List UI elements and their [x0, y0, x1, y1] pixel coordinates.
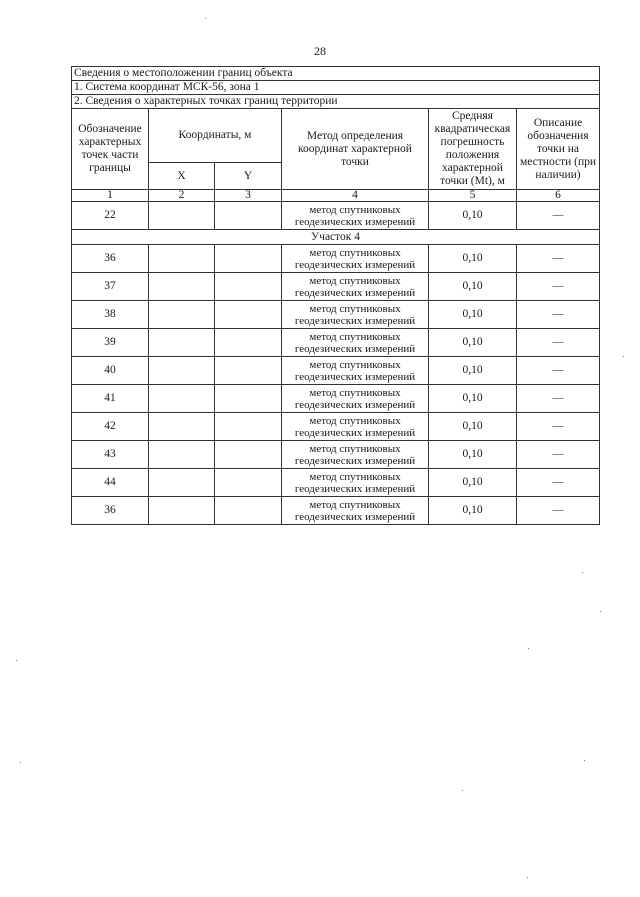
- scan-speck: [528, 648, 529, 649]
- column-numbers-row: [72, 190, 600, 202]
- method-cell: метод спутниковых геодезических измерений: [282, 301, 429, 329]
- x-cell: [149, 202, 215, 230]
- scan-speck: [600, 611, 601, 612]
- method-cell: метод спутниковых геодезических измерений: [282, 245, 429, 273]
- y-cell: [215, 329, 282, 357]
- description-cell: —: [517, 441, 600, 469]
- y-cell: [215, 469, 282, 497]
- scan-speck: [584, 760, 585, 761]
- y-cell: [215, 202, 282, 230]
- scan-speck: [527, 877, 528, 878]
- scan-speck: [20, 762, 21, 763]
- y-cell: [215, 413, 282, 441]
- accuracy-cell: 0,10: [429, 301, 517, 329]
- info-row: [72, 81, 600, 95]
- point-cell: 36: [72, 245, 149, 273]
- table-row: [72, 497, 600, 525]
- table-row: [72, 441, 600, 469]
- point-cell: 41: [72, 385, 149, 413]
- info-boundary-points: 2. Сведения о характерных точках границ территории: [72, 95, 600, 109]
- y-cell: [215, 497, 282, 525]
- description-cell: —: [517, 385, 600, 413]
- accuracy-cell: 0,10: [429, 469, 517, 497]
- header-coordinates: Координаты, м: [149, 109, 282, 163]
- table-row: [72, 329, 600, 357]
- info-row: [72, 95, 600, 109]
- x-cell: [149, 385, 215, 413]
- method-cell: метод спутниковых геодезических измерений: [282, 497, 429, 525]
- description-cell: —: [517, 329, 600, 357]
- info-row: [72, 67, 600, 81]
- method-cell: метод спутниковых геодезических измерений: [282, 441, 429, 469]
- method-cell: метод спутниковых геодезических измерений: [282, 469, 429, 497]
- header-x: X: [149, 163, 215, 190]
- description-cell: —: [517, 301, 600, 329]
- column-number: 4: [282, 190, 429, 202]
- header-y: Y: [215, 163, 282, 190]
- point-cell: 42: [72, 413, 149, 441]
- scan-speck: [623, 356, 624, 357]
- x-cell: [149, 273, 215, 301]
- accuracy-cell: 0,10: [429, 441, 517, 469]
- description-cell: —: [517, 497, 600, 525]
- scan-speck: [582, 572, 583, 573]
- description-cell: —: [517, 245, 600, 273]
- method-cell: метод спутниковых геодезических измерений: [282, 357, 429, 385]
- column-number: 3: [215, 190, 282, 202]
- column-number: 5: [429, 190, 517, 202]
- method-cell: метод спутниковых геодезических измерений: [282, 413, 429, 441]
- point-cell: 22: [72, 202, 149, 230]
- header-accuracy: Средняя квадратическая погрешность положения характерной точки (Mt), м: [429, 109, 517, 190]
- y-cell: [215, 357, 282, 385]
- accuracy-cell: 0,10: [429, 245, 517, 273]
- x-cell: [149, 301, 215, 329]
- table-row: [72, 385, 600, 413]
- table-row: [72, 273, 600, 301]
- x-cell: [149, 469, 215, 497]
- point-cell: 39: [72, 329, 149, 357]
- method-cell: метод спутниковых геодезических измерений: [282, 202, 429, 230]
- y-cell: [215, 385, 282, 413]
- header-point-designation: Обозначение характерных точек части границы: [72, 109, 149, 190]
- x-cell: [149, 357, 215, 385]
- y-cell: [215, 273, 282, 301]
- info-coordinate-system: 1. Система координат МСК-56, зона 1: [72, 81, 600, 95]
- table-row: [72, 357, 600, 385]
- page-number: 28: [314, 44, 326, 58]
- point-cell: 40: [72, 357, 149, 385]
- table-row: [72, 301, 600, 329]
- scan-speck: [16, 660, 17, 661]
- section-row: [72, 230, 600, 245]
- x-cell: [149, 497, 215, 525]
- column-number: 1: [72, 190, 149, 202]
- x-cell: [149, 413, 215, 441]
- point-cell: 38: [72, 301, 149, 329]
- table-row: [72, 202, 600, 230]
- table-row: [72, 469, 600, 497]
- scan-speck: [462, 790, 463, 791]
- description-cell: —: [517, 413, 600, 441]
- column-number: 6: [517, 190, 600, 202]
- table-row: [72, 413, 600, 441]
- y-cell: [215, 441, 282, 469]
- description-cell: —: [517, 273, 600, 301]
- header-row: [72, 109, 600, 163]
- header-method: Метод определения координат характерной точки: [282, 109, 429, 190]
- accuracy-cell: 0,10: [429, 329, 517, 357]
- scan-speck: [205, 18, 206, 19]
- x-cell: [149, 441, 215, 469]
- description-cell: —: [517, 469, 600, 497]
- accuracy-cell: 0,10: [429, 413, 517, 441]
- table-row: [72, 245, 600, 273]
- boundary-points-table: [71, 66, 600, 525]
- accuracy-cell: 0,10: [429, 385, 517, 413]
- description-cell: —: [517, 357, 600, 385]
- y-cell: [215, 301, 282, 329]
- point-cell: 36: [72, 497, 149, 525]
- info-object-location: Сведения о местоположении границ объекта: [72, 67, 600, 81]
- column-number: 2: [149, 190, 215, 202]
- header-description: Описание обозначения точки на местности (при наличии): [517, 109, 600, 190]
- y-cell: [215, 245, 282, 273]
- section-label: Участок 4: [72, 230, 600, 245]
- method-cell: метод спутниковых геодезических измерений: [282, 385, 429, 413]
- method-cell: метод спутниковых геодезических измерений: [282, 329, 429, 357]
- point-cell: 37: [72, 273, 149, 301]
- accuracy-cell: 0,10: [429, 273, 517, 301]
- point-cell: 44: [72, 469, 149, 497]
- accuracy-cell: 0,10: [429, 202, 517, 230]
- description-cell: —: [517, 202, 600, 230]
- point-cell: 43: [72, 441, 149, 469]
- accuracy-cell: 0,10: [429, 357, 517, 385]
- method-cell: метод спутниковых геодезических измерений: [282, 273, 429, 301]
- accuracy-cell: 0,10: [429, 497, 517, 525]
- x-cell: [149, 329, 215, 357]
- x-cell: [149, 245, 215, 273]
